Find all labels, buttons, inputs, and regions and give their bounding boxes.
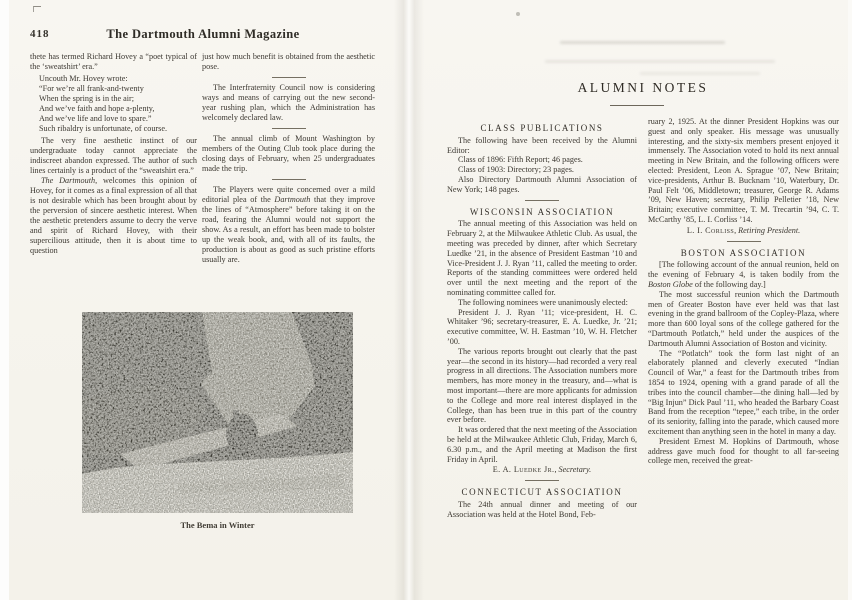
paragraph: President Ernest M. Hopkins of Dartmouth, whose address gave much food for thought to all far-seeing college men, received the great- <box>648 436 839 466</box>
paragraph: Class of 1896: Fifth Report; 46 pages. <box>458 155 583 165</box>
section-divider <box>525 200 559 201</box>
section-divider <box>272 179 306 180</box>
verse-line: When the spring is in the air; <box>39 94 135 103</box>
paragraph: The annual meeting of this Association was held on February 2, at the Milwaukee Athletic Club. As usual, the meeting was preceded by dinner, after which Secretary Luedke ’21, in the absence of President Eastman ’10 and Vice-President J. J. Ryan ’11, called the meeting to order. Reports of the standing committees were ordered held over until the next meeting and the report of the nominating committee called for. <box>447 219 637 297</box>
paragraph: The 24th annual dinner and meeting of our Association was held at the Hotel Bond, Feb- <box>447 499 637 519</box>
paragraph: The “Potlatch” took the form last night of an elaborately planned and cleverly executed “Indian Council of War,” a feast for the Dartmouth tribes from 1854 to 1924, opening with a grand parade of all the tribes into the council chamber—the dining hall—led by “Big Injun” Dick Paul ’11, who headed the Barbary Coast Band from the reception “tepee,” each tribe, in the order of its seniority, falling into the parade, which caused more excitement than anything seen in the hotel in many a day. <box>648 348 839 436</box>
section-divider <box>272 77 306 78</box>
paragraph: The annual climb of Mount Washington by members of the Outing Club took place during the closing days of February, when 25 undergraduates made the trip. <box>202 134 375 173</box>
show-through-artifact <box>640 72 760 75</box>
show-through-artifact <box>560 41 725 44</box>
section-heading: BOSTON ASSOCIATION <box>680 247 807 258</box>
bema-winter-photo <box>82 312 353 513</box>
scan-artifact <box>33 6 41 12</box>
signature: E. A. Luedke Jr., Secretary. <box>492 465 592 475</box>
signature: L. I. Corliss, Retiring President. <box>686 225 801 235</box>
scan-artifact <box>516 12 520 16</box>
paragraph: The very fine aesthetic instinct of our undergraduate today cannot appreciate the indiscreet abandon expressed. The author of such lines certainly is a product of the “sweatshirt era.” <box>30 136 197 175</box>
verse-line: “For we’re all frank-and-twenty <box>39 84 144 93</box>
paragraph: [The following account of the annual reunion, held on the evening of February 4, is taken bodily from the Boston Globe of the following day.] <box>648 260 839 289</box>
paragraph: The various reports brought out clearly that the past year—the second in its history—had recorded a very real progress in all directions. The Association numbers more members, has more money in the treasury, and—what is most important—there are more applicants for admission to the College and more real interest displayed in the College, than has been true in this part of the country ever before. <box>447 346 637 425</box>
right-page-column-1 <box>447 117 637 519</box>
verse-line: And we’ve faith and hope a-plenty, <box>39 104 155 113</box>
verse-block <box>39 74 197 134</box>
right-page-column-2 <box>648 117 839 466</box>
verse-line: Such ribaldry is unfortunate, of course. <box>39 124 168 133</box>
verse-line: And we’ve life and love to spare.” <box>39 114 152 123</box>
paragraph: The Players were quite concerned over a mild editorial plea of the Dartmouth that they improve the lines of “Atmosphere” before taking it on the road, fearing the Alumni would not support the show. As a result, an effort has been made to bolster up the weak book, and, with all of its faults, the production is about as good as such pristine efforts usually are. <box>202 185 375 264</box>
section-divider <box>525 480 559 481</box>
section-heading: WISCONSIN ASSOCIATION <box>469 206 615 217</box>
left-page-column-1 <box>30 52 197 256</box>
verse-line: Uncouth Mr. Hovey wrote: <box>39 74 128 83</box>
alumni-notes-title: ALUMNI NOTES <box>577 80 709 95</box>
paragraph: The Dartmouth, welcomes this opinion of Hovey, for it comes as a final expression of all that is not desirable which has been brought about by the perversion of sincere aesthetic interest. When the aesthetic pretenders assume to decry the verve and spirit of Richard Hovey, with their supercilious attitude, then it is about time to question <box>30 176 198 255</box>
section-heading: CONNECTICUT ASSOCIATION <box>461 487 623 498</box>
paragraph: The most successful reunion which the Dartmouth men of Greater Boston have ever held was that last evening in the grand ballroom of the Copley-Plaza, where more than 600 loyal sons of the college gathered for the “Dartmouth Potlatch,” held under the auspices of the Dartmouth Alumni Association of Boston and vicinity. <box>648 289 839 348</box>
page-gutter <box>394 0 424 600</box>
paragraph-continuation: thete has termed Richard Hovey a “poet typical of the ‘sweatshirt’ era.” <box>30 52 197 71</box>
paragraph-continuation: just how much benefit is obtained from the aesthetic pose. <box>202 52 375 71</box>
paragraph: The Interfraternity Council now is considering ways and means of carrying out the new second-year rushing plan, which the Administration has welcomely declared law. <box>202 83 375 122</box>
paragraph-continuation: ruary 2, 1925. At the dinner President Hopkins was our guest and only speaker. His message was unusually interesting, and the sixty-six members present enjoyed it immensely. The Association voted to hold its next annual meeting in New Britain, and the following officers were elected: President, Leon A. Sprague ’07, New Britain; vice-presidents, Arthur B. Bucknam ’10, Waterbury, Dr. Paul Felt ’06, Middletown; treasurer, George R. Adams ’09, New Haven; secretary, Philip Pelletier ’18, New Britain; executive committee, T. M. Trecartin ’94, C. T. McCarthy ’85, L. I. Corliss ’14. <box>648 117 839 224</box>
paragraph: The following nominees were unanimously elected: <box>458 297 628 307</box>
paragraph: It was ordered that the next meeting of the Association be held at the Milwaukee Athletic Club, Friday, March 6, 6.30 p.m., and the April meeting at Madison the first Friday in April. <box>447 425 637 464</box>
section-divider <box>272 128 306 129</box>
show-through-artifact <box>545 60 775 63</box>
section-heading: CLASS PUBLICATIONS <box>480 123 604 133</box>
paragraph: Also Directory Dartmouth Alumni Association of New York; 148 pages. <box>447 174 637 194</box>
paragraph: President J. J. Ryan ’11; vice-president, H. C. Whitaker ’96; secretary-treasurer, E. A. Luedke, Jr. ’21; executive committee, W. H. Eastman ’10, W. H. Fletcher ’00. <box>447 307 637 346</box>
section-divider <box>727 241 761 242</box>
photo-caption: The Bema in Winter <box>180 520 255 530</box>
page-number: 418 <box>30 28 50 40</box>
scan-edge <box>0 0 9 600</box>
paragraph: Class of 1903: Directory; 23 pages. <box>458 165 574 175</box>
left-page-column-2 <box>202 52 375 265</box>
title-rule <box>610 105 664 106</box>
scan-edge <box>848 0 852 600</box>
paragraph: The following have been received by the Alumni Editor: <box>447 135 637 155</box>
magazine-header-title: The Dartmouth Alumni Magazine <box>106 27 300 41</box>
